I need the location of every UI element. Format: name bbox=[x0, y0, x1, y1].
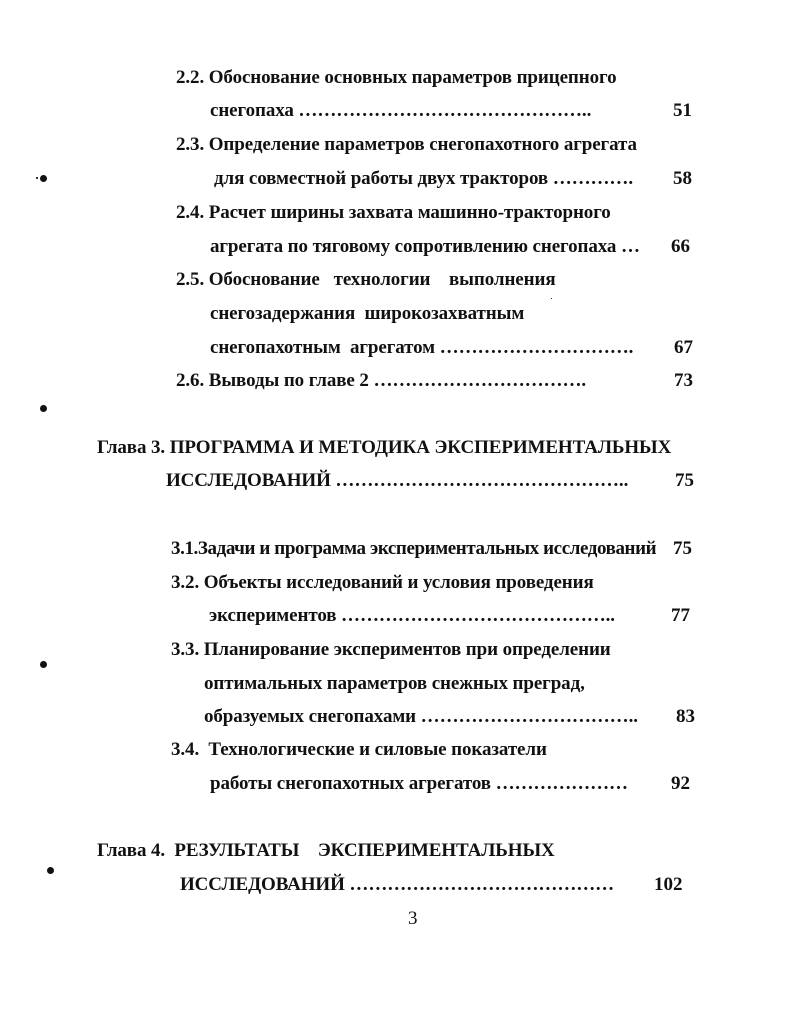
toc-2-2-page: 51 bbox=[673, 100, 692, 121]
toc-2-4-page: 66 bbox=[671, 236, 690, 257]
toc-chapter-3-page: 75 bbox=[675, 470, 694, 491]
toc-2-6-title: 2.6. Выводы по главе 2 ……………………………. bbox=[176, 370, 587, 391]
toc-3-2-title-cont: экспериментов …………………………………….. bbox=[209, 605, 615, 626]
toc-3-1-title: 3.1.Задачи и программа экспериментальных исследований bbox=[171, 538, 657, 559]
toc-3-4-page: 92 bbox=[671, 773, 690, 794]
toc-3-3-title-cont: оптимальных параметров снежных преград, bbox=[204, 673, 585, 694]
toc-3-2-page: 77 bbox=[671, 605, 690, 626]
toc-chapter-4-title: Глава 4. РЕЗУЛЬТАТЫ ЭКСПЕРИМЕНТАЛЬНЫХ bbox=[97, 840, 555, 861]
toc-2-4-title-cont: агрегата по тяговому сопротивлению снегопаха … bbox=[210, 236, 640, 257]
toc-3-2-title: 3.2. Объекты исследований и условия проведения bbox=[171, 572, 594, 593]
toc-chapter-3-title: Глава 3. ПРОГРАММА И МЕТОДИКА ЭКСПЕРИМЕНТАЛЬНЫХ bbox=[97, 437, 672, 458]
toc-3-3-title: 3.3. Планирование экспериментов при определении bbox=[171, 639, 611, 660]
toc-2-2-title-cont: снегопаха ……………………………………….. bbox=[210, 100, 592, 121]
margin-dot bbox=[47, 867, 54, 874]
scan-speck bbox=[551, 298, 552, 299]
toc-2-6-page: 73 bbox=[674, 370, 693, 391]
toc-2-5-title-cont2: снегопахотным агрегатом …………………………. bbox=[210, 337, 634, 358]
margin-dot bbox=[40, 661, 47, 668]
toc-2-3-title-cont: для совместной работы двух тракторов …………. bbox=[214, 168, 633, 189]
margin-speck bbox=[36, 177, 38, 179]
toc-3-3-page: 83 bbox=[676, 706, 695, 727]
toc-2-3-title: 2.3. Определение параметров снегопахотного агрегата bbox=[176, 134, 637, 155]
toc-3-4-title-cont: работы снегопахотных агрегатов ………………… bbox=[210, 773, 628, 794]
toc-2-4-title: 2.4. Расчет ширины захвата машинно-тракторного bbox=[176, 202, 611, 223]
toc-2-2-title: 2.2. Обоснование основных параметров прицепного bbox=[176, 67, 617, 88]
margin-dot bbox=[40, 175, 47, 182]
toc-chapter-4-title-cont: ИССЛЕДОВАНИЙ …………………………………… bbox=[180, 874, 615, 895]
toc-chapter-3-title-cont: ИССЛЕДОВАНИЙ ……………………………………….. bbox=[166, 470, 629, 491]
toc-chapter-4-page: 102 bbox=[654, 874, 683, 895]
toc-2-5-title: 2.5. Обоснование технологии выполнения bbox=[176, 269, 556, 290]
margin-dot bbox=[40, 405, 47, 412]
toc-2-3-page: 58 bbox=[673, 168, 692, 189]
toc-3-1-page: 75 bbox=[673, 538, 692, 559]
toc-2-5-title-cont: снегозадержания широкозахватным bbox=[210, 303, 525, 324]
toc-2-5-page: 67 bbox=[674, 337, 693, 358]
toc-3-4-title: 3.4. Технологические и силовые показатели bbox=[171, 739, 547, 760]
page-number: 3 bbox=[408, 908, 418, 929]
toc-3-3-title-cont2: образуемых снегопахами …………………………….. bbox=[204, 706, 638, 727]
